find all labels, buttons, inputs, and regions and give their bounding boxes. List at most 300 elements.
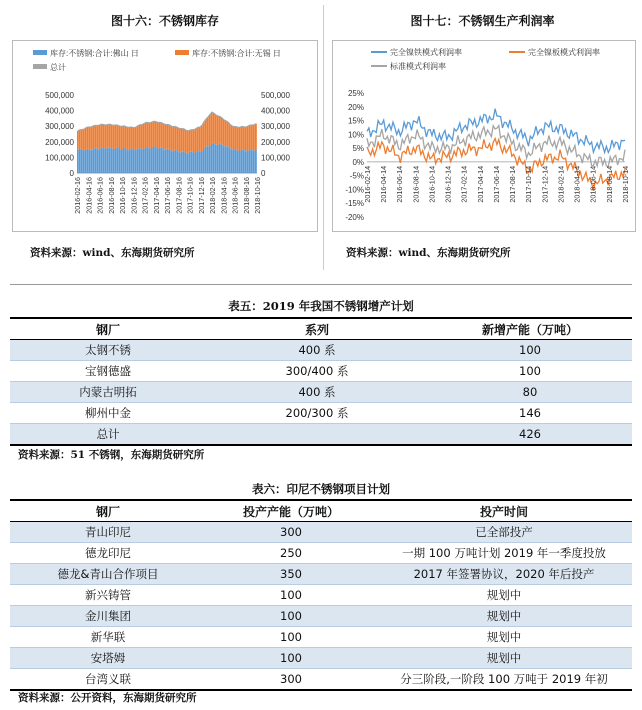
fig16-bar-wuxi [139,125,141,148]
table6-cell: 100 [206,627,376,648]
fig16-bar-foshan [221,145,223,173]
table6 [10,499,632,691]
table6-row [10,606,632,627]
fig16-bar-wuxi [181,129,183,152]
fig16-bar-foshan [81,150,83,173]
fig16-bar-wuxi [173,127,175,151]
table6-row [10,543,632,564]
table5-cell: 146 [428,403,632,424]
table6-cell: 2017 年签署协议，2020 年后投产 [376,564,632,585]
fig16-bar-foshan [135,150,137,173]
fig16-bar-foshan [163,150,165,173]
fig17-x-tick: 2017-12-14 [540,165,550,203]
fig16-bar-foshan [95,148,97,173]
fig16-x-tick: 2017-08-16 [174,177,184,214]
table5-cell: 内蒙古明拓 [10,382,206,403]
fig16-bar-foshan [167,149,169,173]
fig16-bar-foshan [141,149,143,173]
fig16-bar-wuxi [237,127,239,150]
fig16-y-left-tick: 100,000 [45,153,74,163]
fig16-bar-foshan [87,149,89,173]
fig16-bar-wuxi [223,120,225,147]
fig16-chart [13,41,317,231]
table6-source: 资料来源：公开资料，东海期货研究所 [18,692,197,704]
fig16-bar-wuxi [123,126,125,148]
fig16-bar-wuxi [213,113,215,143]
fig16-bar-foshan [105,149,107,173]
fig16-bar-wuxi [207,117,209,146]
fig16-bar-wuxi [241,127,243,150]
fig17-y-tick: -10% [345,185,364,195]
fig17-chart [333,41,635,231]
fig16-bar-wuxi [251,125,253,150]
fig17-x-tick: 2017-06-14 [492,165,501,203]
fig16-bar-wuxi [117,125,119,148]
fig16-bar-foshan [85,149,87,173]
table6-row [10,522,632,543]
fig17-series-line [367,109,625,153]
fig16-bar-wuxi [151,122,153,147]
table6-cell: 300 [206,669,376,691]
fig17-x-tick: 2017-02-14 [459,165,469,203]
table6-cell: 德龙印尼 [10,543,206,564]
fig16-bar-wuxi [83,129,85,150]
table6-row [10,585,632,606]
table6-cell: 350 [206,564,376,585]
fig16-bar-foshan [151,147,153,173]
fig16-bar-foshan [165,150,167,173]
fig16-legend-label: 库存:不锈钢:合计:佛山 日 [50,49,139,58]
fig16-bar-wuxi [239,127,241,150]
fig16-bar-wuxi [197,127,199,150]
fig16-bar-wuxi [113,125,115,149]
fig16-bar-wuxi [87,127,89,149]
fig16-bar-foshan [199,151,201,173]
fig16-x-tick: 2018-06-16 [230,177,240,214]
fig16-bar-wuxi [169,125,171,149]
fig16-bar-foshan [195,152,197,173]
fig16-bar-foshan [173,151,175,173]
fig17-y-tick: 25% [347,89,364,98]
fig16-bar-foshan [127,150,129,173]
table6-title: 表六：印尼不锈钢项目计划 [252,482,390,496]
fig16-bar-foshan [89,150,91,173]
fig16-bar-wuxi [233,127,235,149]
fig16-bar-foshan [115,148,117,173]
fig16-bar-wuxi [159,122,161,147]
fig16-bar-foshan [203,148,205,173]
fig16-legend-swatch [33,64,47,69]
table6-cell: 100 [206,648,376,669]
fig16-bar-foshan [215,145,217,173]
fig16-bar-foshan [187,153,189,173]
fig17-x-tick: 2017-08-14 [508,165,518,203]
table6-cell: 分三阶段,一阶段 100 万吨于 2019 年初 [376,669,632,691]
table5-cell: 426 [428,424,632,446]
fig16-x-tick: 2016-02-16 [73,177,82,214]
fig17-x-tick: 2016-08-14 [411,165,421,203]
fig17-x-tick: 2018-08-14 [604,165,614,203]
fig16-y-left-tick: 400,000 [45,106,74,116]
table6-cell: 德龙&青山合作项目 [10,564,206,585]
fig16-bar-wuxi [203,122,205,148]
fig16-bar-foshan [107,148,109,173]
fig16-bar-wuxi [109,124,111,147]
fig16-bar-foshan [209,145,211,173]
fig16-bar-wuxi [211,112,213,143]
fig16-bar-foshan [225,146,227,173]
fig17-x-tick: 2016-12-14 [443,165,453,203]
fig16-y-left-tick: 500,000 [45,91,74,100]
fig16-bar-wuxi [89,127,91,150]
fig17-y-tick: -20% [345,213,364,222]
fig16-bar-wuxi [147,123,149,148]
fig16-bar-wuxi [163,124,165,150]
fig17-y-tick: 5% [352,144,364,154]
table6-row [10,669,632,691]
fig16-bar-foshan [77,150,79,173]
fig16-bar-wuxi [155,122,157,148]
table6-cell: 青山印尼 [10,522,206,543]
fig16-bar-wuxi [177,128,179,151]
fig16-y-right-tick: 200,000 [261,137,290,147]
table6-cell: 已全部投产 [376,522,632,543]
fig16-bar-foshan [123,148,125,173]
fig16-bar-wuxi [137,126,139,149]
fig17-y-tick: -15% [345,199,364,209]
fig16-bar-foshan [161,148,163,173]
fig16-bar-foshan [253,151,255,173]
fig16-bar-foshan [121,149,123,173]
fig16-bar-foshan [125,149,127,173]
table5-row [10,382,632,403]
fig16-y-right-tick: 100,000 [261,153,290,163]
fig16-bar-foshan [99,148,101,173]
fig16-y-right-tick: 0 [261,169,266,178]
fig17-y-tick: 15% [347,116,364,126]
fig16-bar-foshan [251,150,253,173]
fig16-bar-foshan [149,149,151,173]
fig16-bar-foshan [193,153,195,173]
fig16-bar-foshan [79,149,81,173]
table6-cell: 新华联 [10,627,206,648]
fig16-bar-foshan [233,149,235,173]
table6-cell: 250 [206,543,376,564]
table5-cell: 宝钢德盛 [10,361,206,382]
fig17-chart-frame [332,40,636,232]
fig16-title: 图十六：不锈钢库存 [110,14,219,28]
fig16-x-tick: 2018-10-16 [253,177,262,214]
fig16-bar-wuxi [101,124,103,147]
table6-header-time: 投产时间 [376,500,632,522]
fig16-source: 资料来源：wind、东海期货研究所 [30,247,195,259]
table5-header-capacity: 新增产能（万吨） [428,318,632,340]
table6-cell: 100 [206,606,376,627]
fig16-bar-wuxi [205,119,207,146]
fig16-bar-wuxi [111,125,113,149]
fig16-bar-wuxi [129,127,131,149]
fig16-bar-wuxi [229,124,231,148]
fig16-bar-foshan [131,149,133,173]
fig16-bar-wuxi [79,130,81,149]
table6-cell: 300 [206,522,376,543]
fig16-bar-foshan [169,150,171,173]
fig16-bar-wuxi [141,125,143,150]
table5-cell [206,424,428,446]
fig16-legend-label: 库存:不锈钢:合计:无锡 日 [192,49,281,58]
fig16-legend-swatch [175,50,189,55]
table5-cell: 80 [428,382,632,403]
table5-row [10,340,632,361]
fig16-bar-foshan [191,152,193,173]
fig16-bar-foshan [97,149,99,173]
fig16-bar-wuxi [187,131,189,153]
table6-cell: 100 [206,585,376,606]
fig16-bar-foshan [157,149,159,173]
fig16-bar-wuxi [209,115,211,146]
fig16-bar-wuxi [245,127,247,151]
fig16-bar-foshan [197,151,199,173]
fig17-x-tick: 2017-04-14 [475,165,485,203]
table6-header-capacity: 投产产能（万吨） [206,500,376,522]
fig16-y-right-tick: 500,000 [261,91,290,100]
fig16-bar-wuxi [227,122,229,146]
fig16-x-tick: 2018-04-16 [219,177,229,214]
fig16-x-tick: 2016-06-16 [95,177,105,214]
fig16-x-tick: 2017-02-16 [140,177,150,214]
table6-cell: 台湾义联 [10,669,206,691]
table5-cell: 100 [428,340,632,361]
fig16-bar-foshan [145,147,147,173]
fig16-bar-wuxi [119,126,121,149]
fig16-bar-foshan [179,152,181,173]
fig16-bar-foshan [231,150,233,173]
fig16-bar-foshan [205,146,207,173]
fig16-bar-foshan [137,148,139,173]
fig16-bar-wuxi [235,127,237,149]
fig16-y-right-tick: 400,000 [261,106,290,116]
fig17-x-tick: 2018-04-14 [572,165,582,203]
table5-cell: 200/300 系 [206,403,428,424]
table5-cell: 400 系 [206,340,428,361]
fig16-bar-foshan [139,148,141,173]
table5-header-row [10,318,632,340]
fig16-bar-wuxi [253,125,255,151]
fig16-bar-wuxi [103,125,105,148]
fig16-bar-foshan [235,149,237,173]
fig17-legend-label: 完全镍铁模式利润率 [390,48,462,57]
figure-divider [323,5,324,270]
fig16-bar-foshan [237,151,239,173]
fig17-series-line [367,126,625,167]
fig16-bar-wuxi [221,118,223,145]
fig16-bar-foshan [117,148,119,173]
table5-cell: 柳州中金 [10,403,206,424]
fig16-y-left-tick: 200,000 [45,137,74,147]
fig16-bar-foshan [219,144,221,173]
fig17-y-tick: -5% [349,171,364,181]
fig16-x-tick: 2016-04-16 [84,177,94,214]
fig16-bar-foshan [213,143,215,173]
fig17-y-tick: 20% [347,102,364,112]
table5-header-mill: 钢厂 [10,318,206,340]
table5-cell: 总计 [10,424,206,446]
fig16-bar-foshan [241,149,243,173]
fig17-title: 图十七：不锈钢生产利润率 [410,14,555,28]
fig16-bar-wuxi [95,125,97,148]
fig16-bar-wuxi [195,129,197,152]
fig16-y-right-tick: 300,000 [261,122,290,132]
table5-row [10,361,632,382]
table6-cell: 规划中 [376,585,632,606]
fig16-bar-wuxi [179,129,181,153]
fig17-x-tick: 2016-02-14 [363,165,372,203]
fig16-bar-foshan [247,150,249,173]
fig16-bar-foshan [183,151,185,173]
fig16-bar-wuxi [185,130,187,153]
fig17-legend-label: 标准模式利润率 [390,62,446,71]
fig16-x-tick: 2018-08-16 [241,177,251,214]
fig16-bar-wuxi [115,125,117,148]
fig16-legend-label: 总计 [50,63,66,72]
table6-cell: 安塔姆 [10,648,206,669]
fig16-bar-foshan [155,148,157,173]
fig16-bar-foshan [227,146,229,173]
fig16-bar-foshan [239,151,241,173]
fig16-legend-swatch [33,50,47,55]
fig16-bar-wuxi [171,126,173,151]
fig16-bar-wuxi [97,126,99,150]
fig16-bar-wuxi [175,127,177,150]
fig16-bar-foshan [249,149,251,173]
fig17-x-tick: 2016-04-14 [379,165,389,203]
fig16-bar-foshan [93,148,95,173]
fig16-bar-wuxi [149,123,151,149]
table6-header-row [10,500,632,522]
table6-row [10,564,632,585]
fig16-x-tick: 2018-02-16 [208,177,217,214]
fig16-bar-wuxi [153,121,155,146]
table6-cell: 一期 100 万吨计划 2019 年一季度投放 [376,543,632,564]
fig16-bar-wuxi [215,115,217,145]
fig16-bar-foshan [113,149,115,173]
fig16-bar-wuxi [145,122,147,147]
table5 [10,317,632,446]
fig17-x-tick: 2018-10-14 [621,165,630,203]
fig16-bar-foshan [223,146,225,173]
fig16-bar-foshan [171,151,173,173]
table5-row [10,403,632,424]
table5-row [10,424,632,446]
fig16-x-tick: 2017-12-16 [196,177,206,214]
fig16-bar-foshan [129,149,131,173]
fig17-source: 资料来源：wind、东海期货研究所 [346,247,511,259]
fig16-bar-wuxi [183,129,185,151]
fig16-bar-foshan [255,149,257,173]
fig16-bar-wuxi [249,125,251,149]
fig17-x-tick: 2016-10-14 [427,165,437,203]
fig16-bar-wuxi [165,125,167,150]
fig16-x-tick: 2017-06-16 [163,177,172,214]
fig17-y-tick: 0% [352,157,364,167]
fig16-bar-wuxi [121,126,123,149]
table6-header-mill: 钢厂 [10,500,206,522]
fig17-legend-label: 完全镍板模式利润率 [528,48,600,57]
fig16-x-tick: 2016-10-16 [118,177,127,214]
fig16-chart-frame [12,40,318,232]
fig16-bar-foshan [245,151,247,173]
fig16-x-tick: 2017-10-16 [185,177,195,214]
table5-cell: 太钢不锈 [10,340,206,361]
fig16-bar-wuxi [131,127,133,149]
fig16-bar-foshan [243,150,245,173]
fig16-bar-wuxi [135,127,137,150]
fig16-bar-wuxi [247,126,249,150]
fig16-bar-wuxi [133,128,135,150]
table6-row [10,648,632,669]
table5-cell: 400 系 [206,382,428,403]
fig16-bar-foshan [153,146,155,173]
table6-cell: 规划中 [376,606,632,627]
fig16-bar-wuxi [167,125,169,149]
fig16-bar-foshan [175,150,177,173]
fig17-x-tick: 2018-06-14 [588,165,598,203]
fig16-y-left-tick: 300,000 [45,122,74,132]
fig16-bar-foshan [201,151,203,173]
fig16-bar-foshan [101,147,103,173]
fig16-bar-wuxi [85,128,87,149]
fig16-bar-foshan [111,149,113,173]
fig16-bar-foshan [217,145,219,173]
fig16-bar-foshan [211,143,213,173]
table5-cell: 300/400 系 [206,361,428,382]
fig16-bar-foshan [133,150,135,173]
fig16-bar-wuxi [91,127,93,150]
fig16-bar-wuxi [193,130,195,153]
fig16-bar-foshan [229,148,231,173]
fig17-y-tick: 10% [347,130,364,140]
table6-cell: 规划中 [376,648,632,669]
fig16-bar-wuxi [99,125,101,148]
fig16-bar-foshan [159,148,161,173]
fig16-bar-wuxi [157,123,159,149]
fig16-bar-foshan [119,149,121,173]
fig16-bar-wuxi [255,124,257,150]
fig16-x-tick: 2017-04-16 [151,177,161,214]
fig16-y-left-tick: 0 [69,169,74,178]
table6-row [10,627,632,648]
fig16-bar-wuxi [199,127,201,151]
fig16-bar-wuxi [107,124,109,147]
fig16-bar-wuxi [143,124,145,149]
table5-header-series: 系列 [206,318,428,340]
table6-cell: 金川集团 [10,606,206,627]
fig16-bar-foshan [143,149,145,173]
table5-source: 资料来源：51 不锈钢，东海期货研究所 [18,449,205,461]
fig16-bar-wuxi [81,130,83,150]
fig16-bar-wuxi [201,125,203,151]
fig16-bar-foshan [207,146,209,173]
fig16-bar-foshan [91,150,93,173]
fig17-x-tick: 2016-06-14 [395,165,405,203]
fig16-bar-wuxi [189,130,191,152]
fig16-bar-foshan [177,151,179,173]
section-divider [10,284,632,285]
fig17-x-tick: 2017-10-14 [524,165,534,203]
fig16-bar-wuxi [217,116,219,145]
fig16-bar-foshan [189,152,191,173]
fig16-bar-wuxi [219,116,221,143]
